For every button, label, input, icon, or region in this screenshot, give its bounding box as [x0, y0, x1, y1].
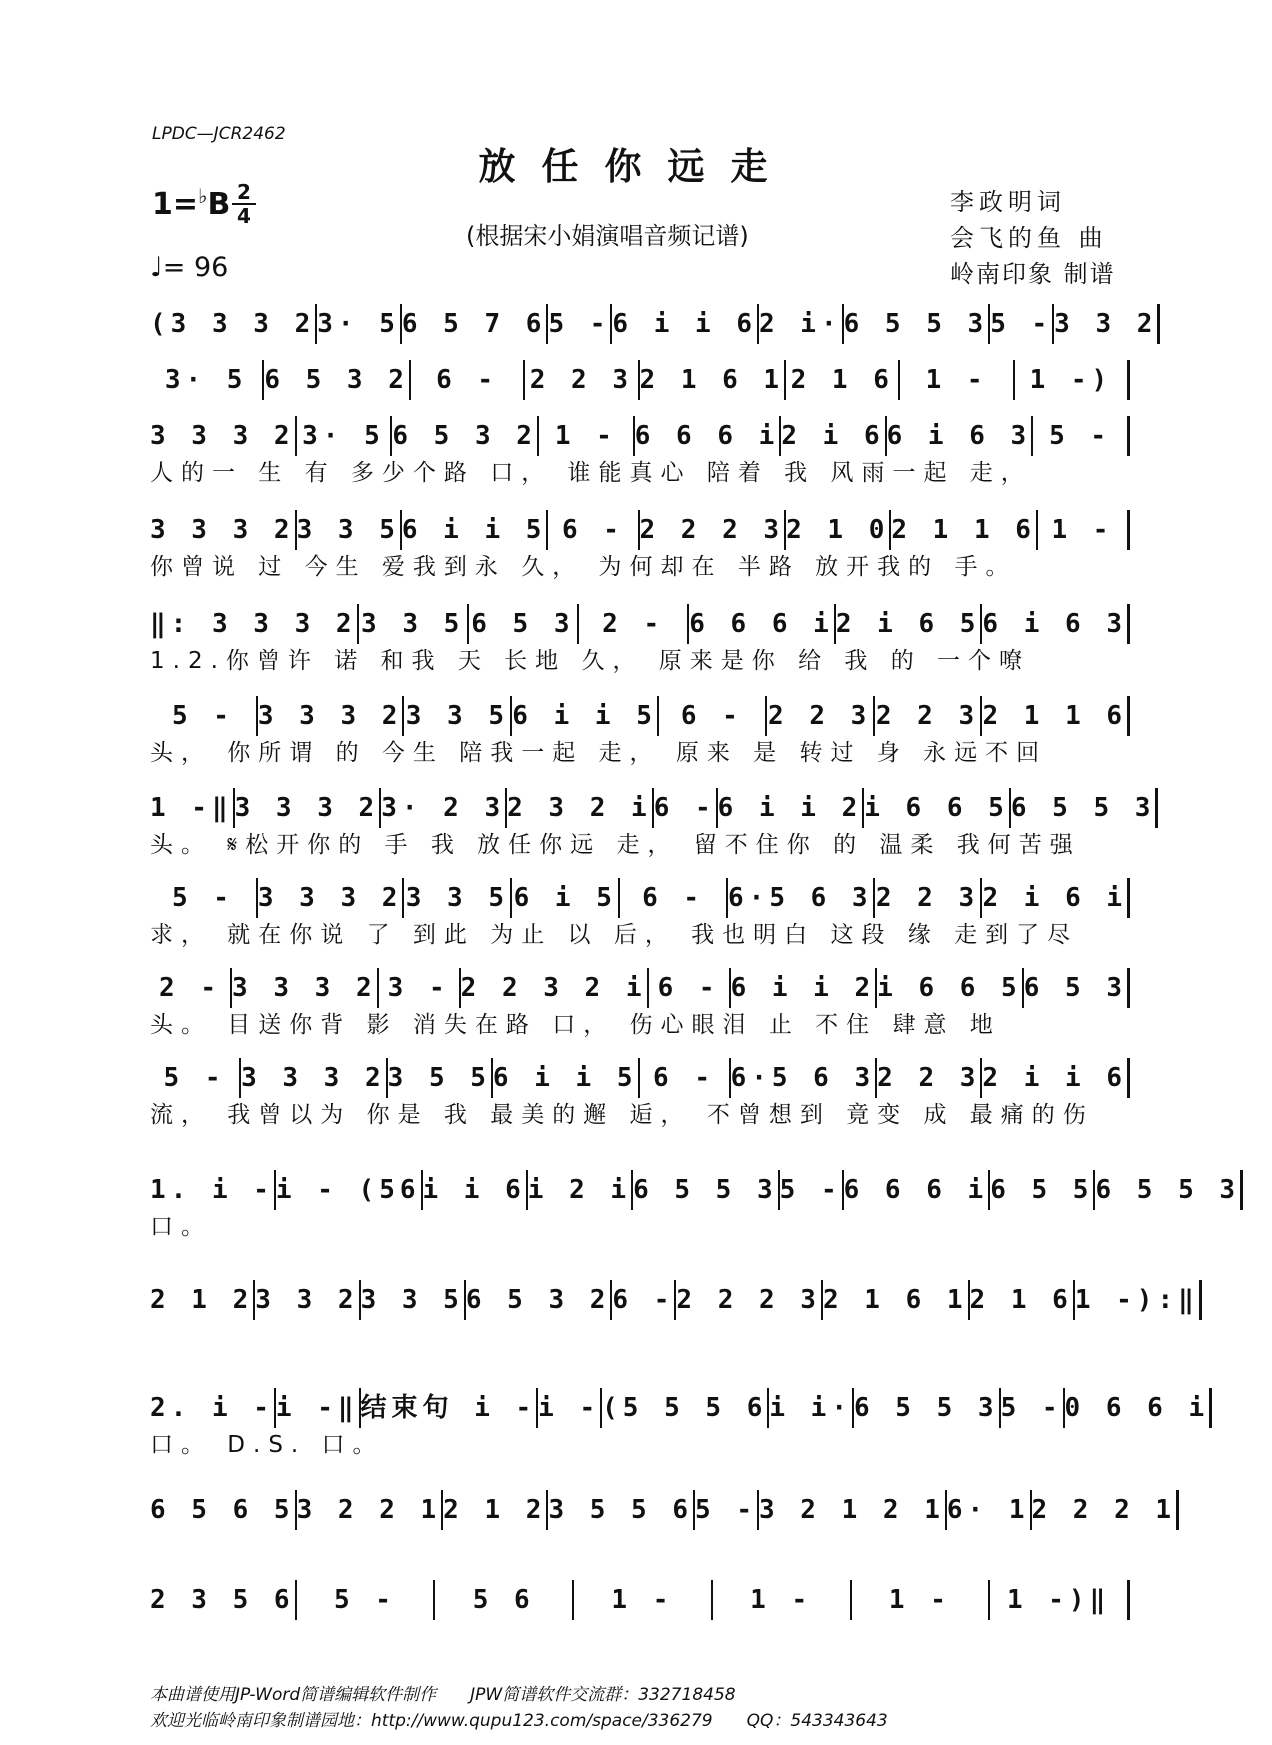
- measure: 3 3 3 2: [232, 968, 379, 1008]
- measure: 2 -: [579, 604, 689, 644]
- measure: 2 1 0: [786, 510, 891, 550]
- measure: 2 2 3: [525, 360, 639, 400]
- measure: 1 -: [900, 360, 1014, 400]
- notes-line: [150, 782, 1156, 828]
- measure: 6 -: [411, 360, 525, 400]
- measure: 1. i -: [150, 1170, 276, 1210]
- measure: 1 -: [1038, 510, 1130, 550]
- notes-line: [150, 690, 1130, 736]
- measure: 1 -: [539, 416, 635, 456]
- measure: 2 2 3: [767, 696, 875, 736]
- measure: 1 -: [574, 1580, 713, 1620]
- measure: i i 6: [423, 1170, 528, 1210]
- score-line: [150, 410, 1130, 490]
- measure: 2 3 5 6: [150, 1580, 297, 1620]
- notes-line: [150, 354, 1130, 400]
- score-code: LPDC—JCR2462: [152, 124, 286, 144]
- measure: 2 i 6 5: [836, 604, 983, 644]
- score-line: [150, 1574, 1130, 1654]
- measure: 6 -: [654, 788, 718, 828]
- measure: i 6 6 5: [877, 968, 1024, 1008]
- subtitle: (根据宋小娟演唱音频记谱): [466, 222, 749, 250]
- score-line: [150, 1052, 1130, 1132]
- composer-credit: 会飞的鱼 曲: [950, 224, 1108, 252]
- measure: i -‖: [276, 1388, 361, 1428]
- measure: i - (56: [276, 1170, 423, 1210]
- measure: 1 -): [1015, 360, 1130, 400]
- measure: 5 -: [297, 1580, 436, 1620]
- measure: 5 -: [1033, 416, 1130, 456]
- score-line: [150, 1484, 1177, 1564]
- measure: 3 2 1 2 1: [759, 1490, 947, 1530]
- measure: 6 6 6 i: [689, 604, 836, 644]
- lyric-line: 头。 目送你背 影 消失在路 口， 伤心眼泪 止 不住 肆意 地: [150, 1012, 1001, 1038]
- notes-line: [150, 1274, 1199, 1320]
- measure: 6 -: [649, 968, 731, 1008]
- time-numerator: 2: [237, 180, 251, 204]
- measure: 2 2 3 2 i: [461, 968, 649, 1008]
- measure: 3 3 3 2: [150, 510, 297, 550]
- score-line: [150, 504, 1130, 584]
- notes-line: [150, 1052, 1130, 1098]
- measure: 6 5 3: [469, 604, 579, 644]
- lyric-line: 1.2.你曾许 诺 和我 天 长地 久， 原来是你 给 我 的 一个嘹: [150, 648, 1030, 674]
- measure: 1 -: [713, 1580, 852, 1620]
- key-note: B: [207, 187, 231, 222]
- measure: 3 2 2 1: [297, 1490, 444, 1530]
- score-line: [150, 782, 1156, 862]
- measure: 3 -: [379, 968, 461, 1008]
- measure: 5 -: [150, 696, 258, 736]
- time-signature: [232, 182, 256, 226]
- measure: 6· 1: [947, 1490, 1032, 1530]
- lyric-line: 口。: [150, 1214, 212, 1240]
- measure: 6 5 5 3: [844, 304, 991, 344]
- notes-line: [150, 1164, 1241, 1210]
- measure: 6·5 6 3: [731, 1058, 878, 1098]
- measure: ‖: 3 3 3 2: [150, 604, 359, 644]
- measure: 3 3 3 2: [258, 696, 405, 736]
- lyric-line: [150, 1530, 1130, 1564]
- time-denominator: 4: [237, 204, 251, 228]
- measure: 3· 5: [297, 416, 393, 456]
- notes-line: [150, 1574, 1130, 1620]
- measure: i 6 6 5: [864, 788, 1011, 828]
- measure: 3 3 5: [404, 696, 512, 736]
- notes-line: [150, 298, 1158, 344]
- measure: 3 5 5: [388, 1058, 493, 1098]
- measure: 3 3 3 2: [235, 788, 382, 828]
- measure: 6 5 5 3: [1011, 788, 1159, 828]
- measure: 6 -: [640, 1058, 731, 1098]
- measure: 6 6 6 i: [635, 416, 782, 456]
- score-line: [150, 1274, 1199, 1354]
- measure: 6 5 7 6: [402, 304, 549, 344]
- measure: 2 i i 6: [982, 1058, 1130, 1098]
- measure: 6 5 5 3: [633, 1170, 780, 1210]
- measure: 2 1 2: [150, 1280, 255, 1320]
- arranger-credit: 岭南印象 制谱: [950, 260, 1116, 288]
- measure: 6 i i 5: [512, 696, 659, 736]
- measure: 3 3 3 2: [150, 416, 297, 456]
- measure: 3 3 3 2: [241, 1058, 388, 1098]
- lyric-line: 流， 我曾以为 你是 我 最美的邂 逅， 不曾想到 竟变 成 最痛的伤: [150, 1102, 1094, 1128]
- song-title: 放任你远走: [478, 144, 794, 188]
- measure: 2 2 2 3: [676, 1280, 823, 1320]
- measure: 2 1 1 6: [982, 696, 1130, 736]
- measure: 2 1 1 6: [891, 510, 1038, 550]
- measure: (5 5 5 6: [602, 1388, 769, 1428]
- lyric-line: 头， 你所谓 的 今生 陪我一起 走， 原来 是 转过 身 永远不回: [150, 740, 1048, 766]
- measure: 6 i i 2: [718, 788, 865, 828]
- measure: 6 i 5: [512, 878, 620, 918]
- measure: 5 -: [695, 1490, 759, 1530]
- tempo-mark: ♩= 96: [150, 252, 229, 283]
- measure: 6 5 5: [990, 1170, 1095, 1210]
- measure: 6 i i 6: [612, 304, 759, 344]
- measure: 2. i -: [150, 1388, 276, 1428]
- measure: 6 5 3 2: [264, 360, 411, 400]
- measure: 6 -: [548, 510, 639, 550]
- measure: 3 5 5 6: [548, 1490, 695, 1530]
- measure: 5 6: [435, 1580, 574, 1620]
- measure: 1 -):‖: [1075, 1280, 1202, 1320]
- measure: 6 5 5 3: [1095, 1170, 1243, 1210]
- measure: 3 3 5: [359, 604, 469, 644]
- measure: 结束句 i -: [361, 1388, 539, 1428]
- measure: 2 i·: [759, 304, 844, 344]
- measure: 2 1 6 1: [640, 360, 787, 400]
- measure: i i·: [769, 1388, 854, 1428]
- measure: 6 5 3 2: [466, 1280, 613, 1320]
- footer-line-2: 欢迎光临岭南印象制谱园地：http://www.qupu123.com/space/336279 QQ：543343643: [150, 1711, 888, 1731]
- notes-line: [150, 410, 1130, 456]
- measure: 2 2 3: [875, 696, 983, 736]
- notes-line: [150, 1484, 1177, 1530]
- measure: 6 i i 5: [402, 510, 549, 550]
- notes-line: [150, 598, 1130, 644]
- score-line: [150, 1164, 1241, 1244]
- notes-line: [150, 872, 1130, 918]
- measure: 6 i i 2: [731, 968, 878, 1008]
- measure: 3 3 3 2: [258, 878, 405, 918]
- measure: 5 -: [780, 1170, 844, 1210]
- lyric-line: 口。 D.S. 口。: [150, 1432, 384, 1458]
- measure: 5 -: [150, 1058, 241, 1098]
- measure: 6 5 3 2: [392, 416, 539, 456]
- measure: 6 5 6 5: [150, 1490, 297, 1530]
- measure: 2 2 2 1: [1032, 1490, 1180, 1530]
- measure: 2 1 6: [970, 1280, 1075, 1320]
- measure: i -: [538, 1388, 602, 1428]
- lyric-line: [150, 1620, 1130, 1654]
- lyricist-credit: 李政明词: [950, 188, 1066, 216]
- measure: 1 -‖: [150, 788, 235, 828]
- measure: 2 i 6: [781, 416, 886, 456]
- measure: 0 6 6 i: [1065, 1388, 1213, 1428]
- measure: 6·5 6 3: [728, 878, 875, 918]
- measure: 3 3 2: [255, 1280, 360, 1320]
- measure: 2 1 2: [443, 1490, 548, 1530]
- measure: 3 3 5: [297, 510, 402, 550]
- measure: 3 3 5: [404, 878, 512, 918]
- lyric-line: 你曾说 过 今生 爱我到永 久， 为何却在 半路 放开我的 手。: [150, 554, 1017, 580]
- score-line: [150, 1382, 1210, 1462]
- measure: 1 -)‖: [990, 1580, 1130, 1620]
- measure: 2 2 2 3: [640, 510, 787, 550]
- measure: 5 -: [548, 304, 612, 344]
- measure: (3 3 3 2: [150, 304, 317, 344]
- measure: 2 1 6: [786, 360, 900, 400]
- score-line: [150, 690, 1130, 770]
- measure: 3· 5: [150, 360, 264, 400]
- notes-line: [150, 962, 1130, 1008]
- lyric-line: 头。 𝄋松开你的 手 我 放任你远 走， 留不住你 的 温柔 我何苦强: [150, 832, 1081, 858]
- flat-symbol: ♭: [198, 184, 208, 208]
- measure: 5 -: [990, 304, 1054, 344]
- measure: 3· 2 3: [381, 788, 507, 828]
- measure: 3· 5: [317, 304, 402, 344]
- measure: 6 i 6 3: [982, 604, 1130, 644]
- measure: 6 -: [620, 878, 728, 918]
- key-signature: [152, 184, 230, 222]
- measure: 6 i 6 3: [887, 416, 1034, 456]
- measure: 6 i i 5: [493, 1058, 640, 1098]
- measure: 2 2 3: [875, 878, 983, 918]
- footer-line-1: 本曲谱使用JP-Word简谱编辑软件制作 JPW简谱软件交流群：332718458: [150, 1685, 736, 1705]
- key-prefix: 1=: [152, 187, 199, 222]
- notes-line: [150, 504, 1130, 550]
- lyric-line: 人的一 生 有 多少个路 口， 谁能真心 陪着 我 风雨一起 走，: [150, 460, 1032, 486]
- notes-line: [150, 1382, 1210, 1428]
- measure: 2 -: [150, 968, 232, 1008]
- lyric-line: 求， 就在你说 了 到此 为止 以 后， 我也明白 这段 缘 走到了尽: [150, 922, 1079, 948]
- measure: 6 -: [612, 1280, 676, 1320]
- measure: 2 2 3: [877, 1058, 982, 1098]
- measure: 2 1 6 1: [823, 1280, 970, 1320]
- measure: 3 3 2: [1054, 304, 1160, 344]
- score-line: [150, 598, 1130, 678]
- measure: 6 6 6 i: [844, 1170, 991, 1210]
- measure: 3 3 5: [361, 1280, 466, 1320]
- measure: 5 -: [1001, 1388, 1065, 1428]
- lyric-line: [150, 1320, 1130, 1354]
- score-line: [150, 962, 1130, 1042]
- measure: 1 -: [852, 1580, 991, 1620]
- measure: i 2 i: [528, 1170, 633, 1210]
- measure: 6 -: [659, 696, 767, 736]
- measure: 6 5 3: [1024, 968, 1130, 1008]
- score-line: [150, 872, 1130, 952]
- measure: 2 i 6 i: [982, 878, 1130, 918]
- measure: 5 -: [150, 878, 258, 918]
- measure: 6 5 5 3: [854, 1388, 1001, 1428]
- measure: 2 3 2 i: [507, 788, 654, 828]
